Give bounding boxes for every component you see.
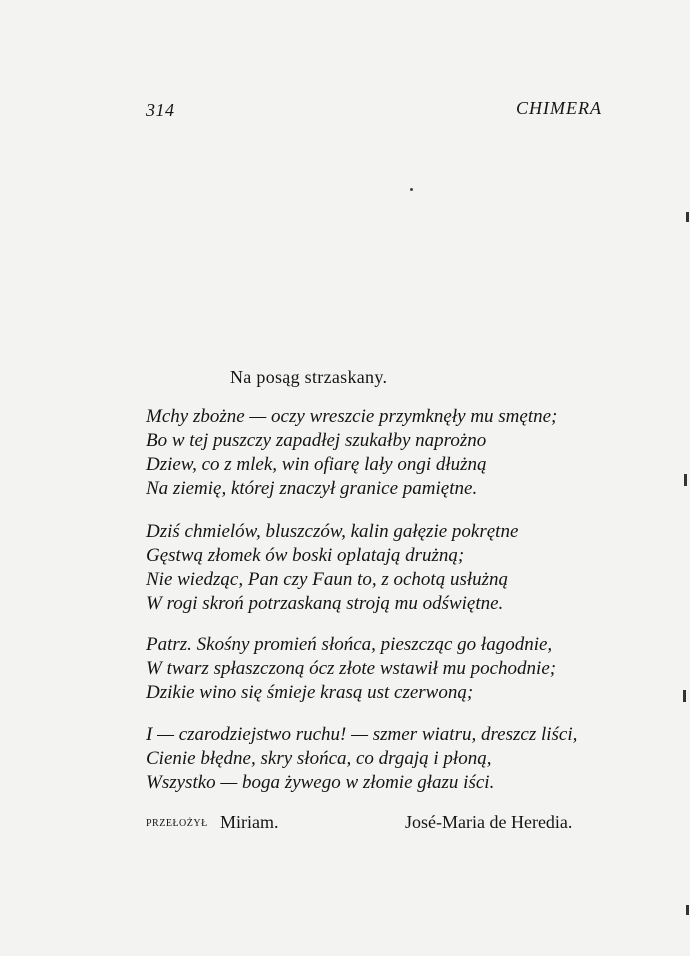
poem-line: Gęstwą złomek ów boski oplatają drużną; bbox=[146, 545, 465, 566]
author-name: José-Maria de Heredia. bbox=[405, 812, 573, 832]
poem-line: W twarz spłaszczoną ócz złote wstawił mu pochodnie; bbox=[146, 658, 557, 679]
poem-line: Dziew, co z mlek, win ofiarę lały ongi dłużną bbox=[146, 454, 487, 475]
scan-edge-mark bbox=[683, 690, 686, 702]
poem-line: Cienie błędne, skry słońca, co drgają i płoną, bbox=[146, 748, 492, 769]
scan-edge-mark bbox=[686, 212, 689, 222]
poem-line: Na ziemię, której znaczył granice pamiętne. bbox=[146, 478, 478, 499]
poem-line: Nie wiedząc, Pan czy Faun to, z ochotą usłużną bbox=[146, 569, 509, 590]
poem-line: Mchy zbożne — oczy wreszcie przymknęły mu smętne; bbox=[146, 406, 558, 427]
page-number: 314 bbox=[146, 100, 175, 120]
poem-line: Dzikie wino się śmieje krasą ust czerwoną; bbox=[146, 682, 474, 703]
poem-line: W rogi skroń potrzaskaną stroją mu odświętne. bbox=[146, 593, 504, 614]
stanza-4 bbox=[146, 723, 577, 795]
poem-line: Bo w tej puszczy zapadłej szukałby naprożno bbox=[146, 430, 487, 451]
poem-line: Dziś chmielów, bluszczów, kalin gałęzie pokrętne bbox=[146, 521, 519, 542]
scan-speck bbox=[410, 188, 413, 191]
stanza-3 bbox=[146, 633, 556, 705]
stanza-1 bbox=[146, 405, 557, 501]
poem-line: Patrz. Skośny promień słońca, pieszcząc go łagodnie, bbox=[146, 634, 553, 655]
translator-name: Miriam. bbox=[220, 812, 279, 832]
translator-label: PRZEŁOŻYŁ bbox=[146, 818, 208, 829]
stanza-2 bbox=[146, 520, 518, 616]
running-head: CHIMERA bbox=[516, 98, 602, 118]
poem-line: Wszystko — boga żywego w złomie głazu iści. bbox=[146, 772, 495, 793]
poem-line: I — czarodziejstwo ruchu! — szmer wiatru, dreszcz liści, bbox=[146, 724, 578, 745]
scan-edge-mark bbox=[684, 474, 687, 486]
scan-edge-mark bbox=[686, 905, 689, 915]
poem-title: Na posąg strzaskany. bbox=[230, 367, 388, 387]
credits bbox=[146, 812, 606, 838]
